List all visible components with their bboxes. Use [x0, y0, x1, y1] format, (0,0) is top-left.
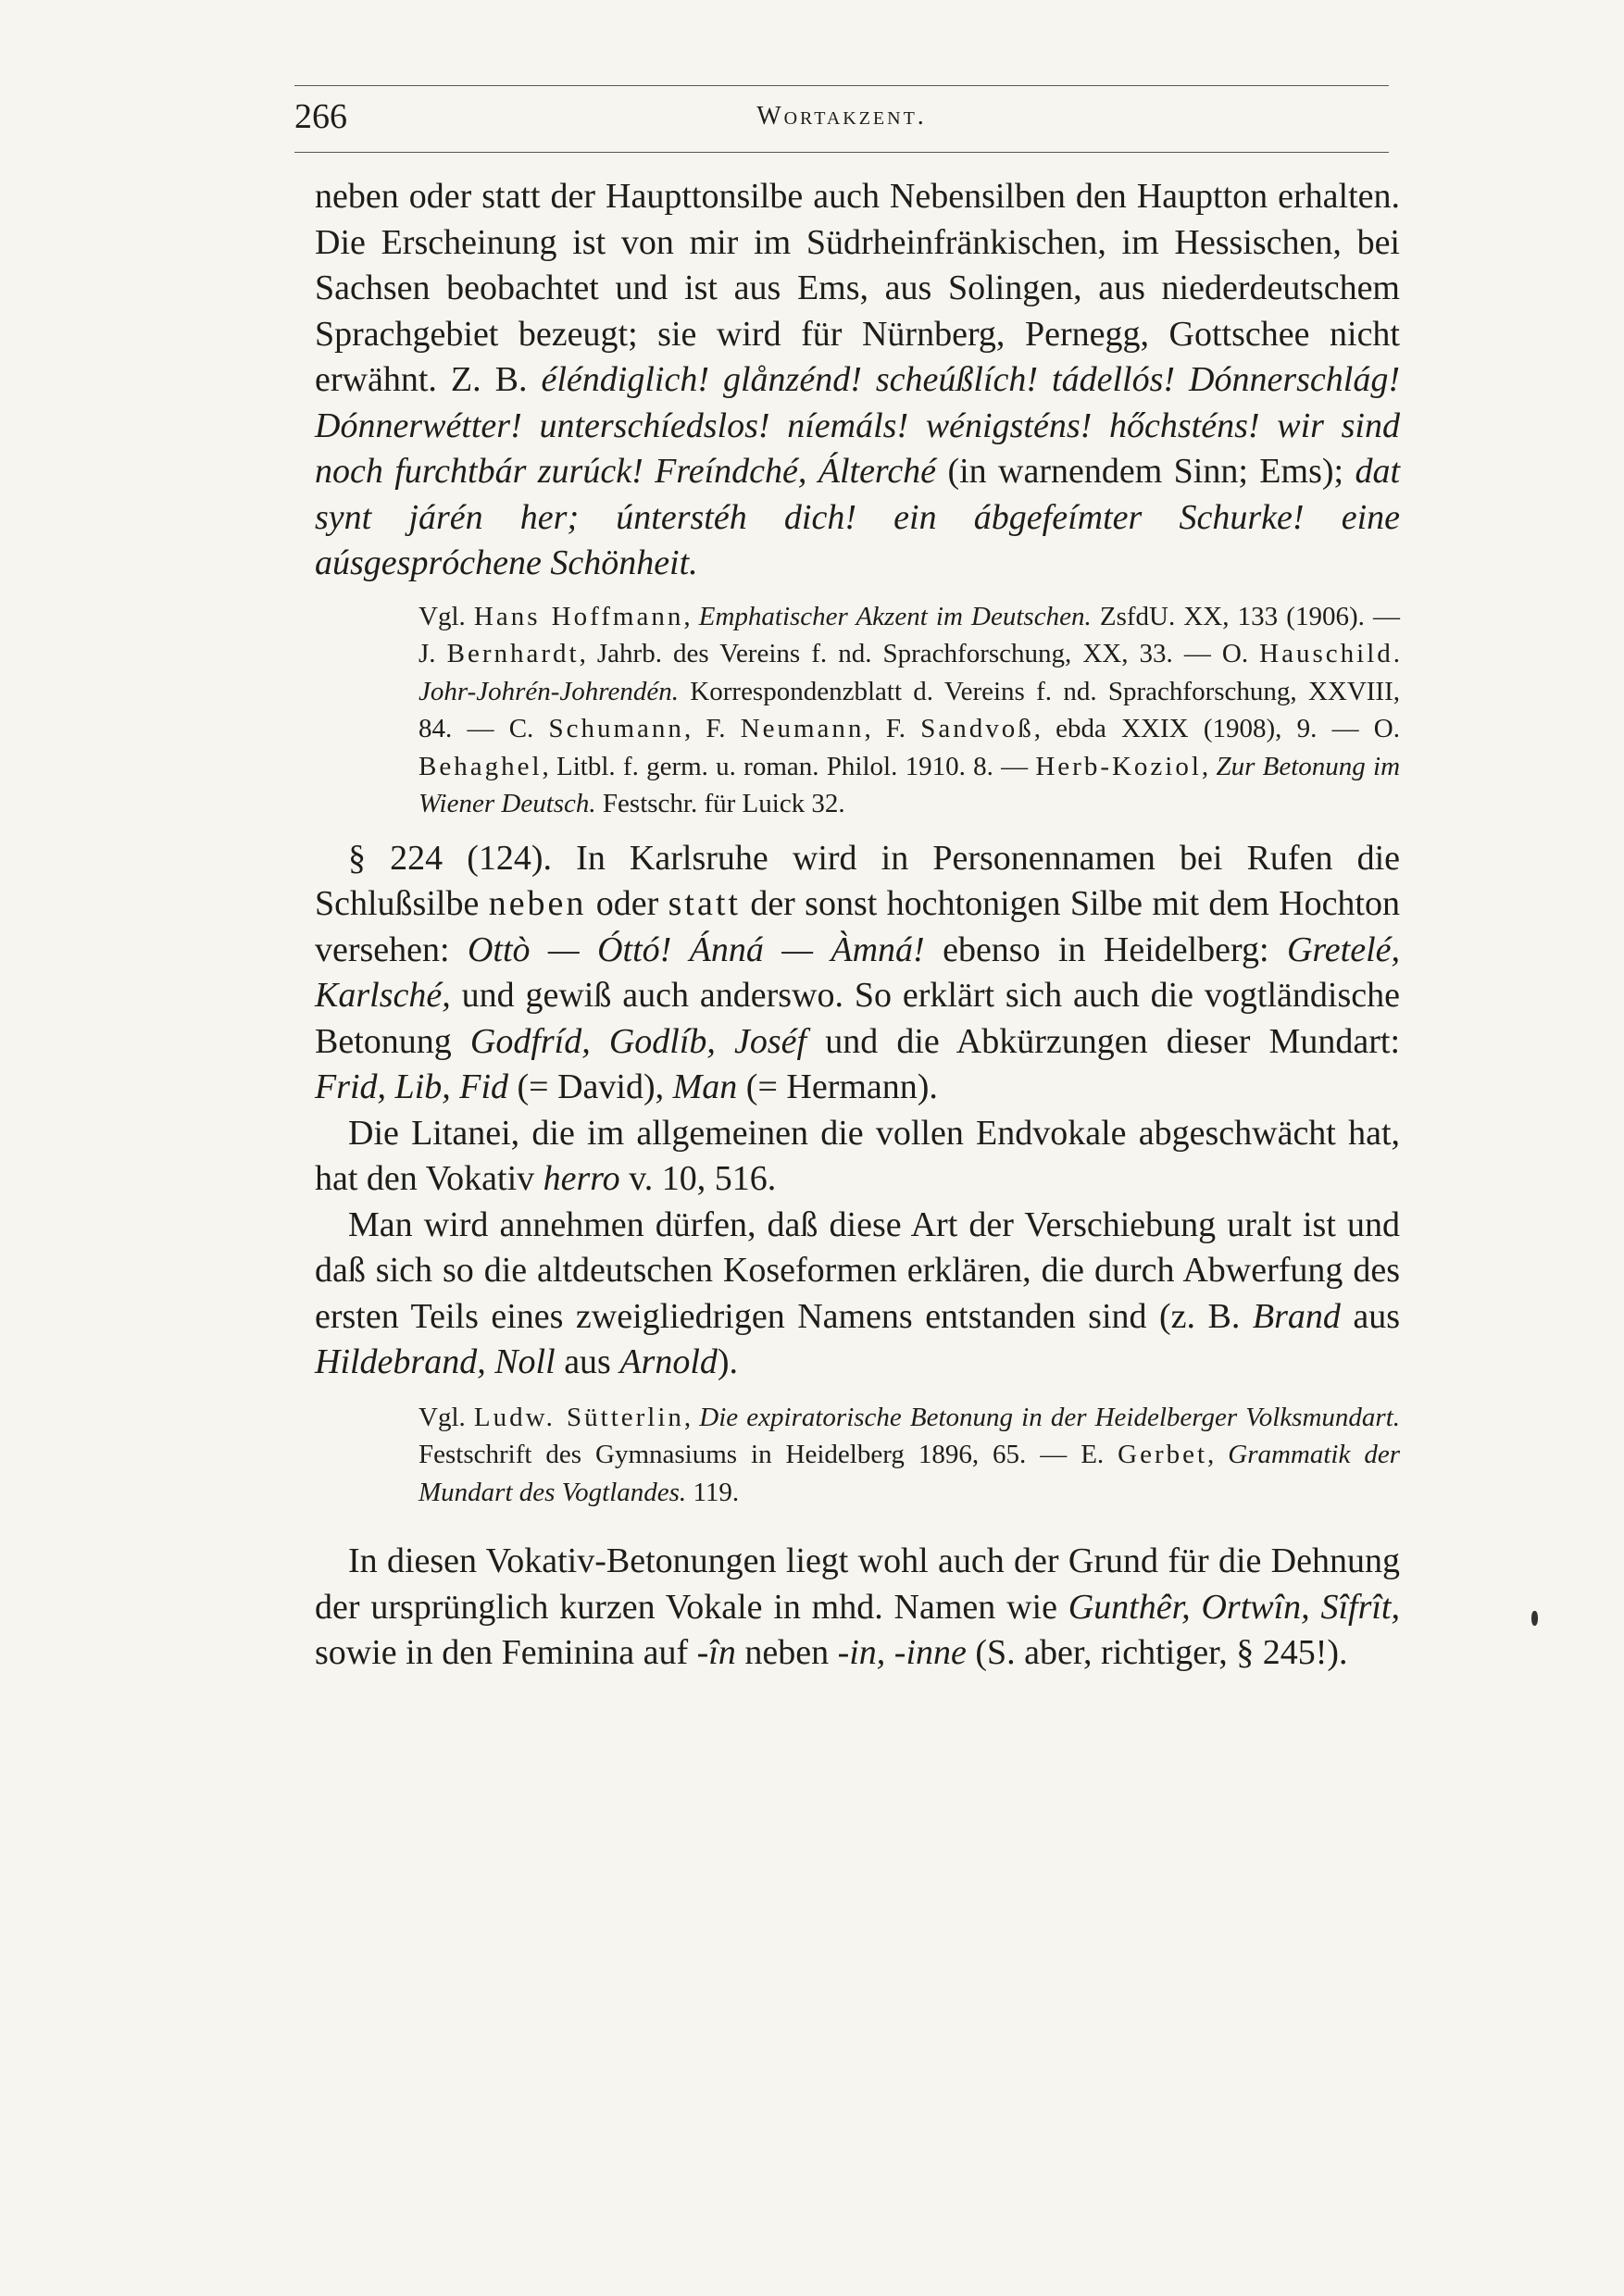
- running-head: Wortakzent.: [756, 102, 927, 131]
- ink-blot-mark: [1531, 1611, 1538, 1626]
- emphasis-examples: Ottò — Óttó! Ánná — Àmná!: [467, 930, 925, 969]
- author-name: Hauschild: [1259, 639, 1393, 668]
- paragraph-litanei: Die Litanei, die im allgemeinen die vollen Endvokale abgeschwächt hat, hat den Vokativ herro v. 10, 516.: [315, 1113, 1400, 1198]
- author-name: Gerbet: [1118, 1440, 1208, 1469]
- emphasis-examples: Gunthêr, Ortwîn, Sîfrît,: [1068, 1587, 1400, 1627]
- author-name: Ludw. Sütterlin: [473, 1402, 684, 1432]
- work-title: Johr-Johrén-Johrendén.: [418, 676, 679, 706]
- author-name: Neumann: [740, 714, 865, 743]
- work-title: Die expiratorische Betonung in der Heidelberger Volksmundart.: [699, 1402, 1401, 1432]
- author-name: Schumann: [548, 714, 684, 743]
- emphasis-examples: herro: [543, 1159, 620, 1198]
- page-header: [294, 96, 1389, 143]
- work-title: Emphatischer Akzent im Deutschen.: [698, 601, 1092, 631]
- header-rule-bottom: [294, 152, 1389, 153]
- author-name: Hans Hoffmann: [473, 601, 684, 631]
- emphasis-examples: dat synt járén her; únterstéh dich! ein ábgefeímter Schurke! eine aúsgespróchene Schönheit.: [315, 452, 1401, 582]
- emphasis-examples: Godfríd, Godlíb, Joséf: [469, 1021, 807, 1061]
- work-title: Zur Betonung im Wiener Deutsch.: [418, 751, 1401, 818]
- author-name: Herb-Koziol: [1035, 751, 1202, 781]
- emphasis-examples: éléndiglich! glånzénd! scheúßlích! tádellós! Dónnerschlág! Dónnerwétter! unterschíedslos! níemáls! wénigsténs! hőchsténs! wir sind noch furchtbár zurúck! Freíndché, Álterché: [315, 360, 1401, 491]
- footnote-references: Vgl. Hans Hoffmann, Emphatischer Akzent im Deutschen. ZsfdU. XX, 133 (1906). — J. Bernhardt, Jahrb. des Vereins f. nd. Sprachforschung, XX, 33. — O. Hauschild. Johr-Johrén-Johrendén. Korrespondenzblatt d. Vereins f. nd. Sprachforschung, XXVIII, 84. — C. Schumann, F. Neumann, F. Sandvoß, ebda XXIX (1908), 9. — O. Behaghel, Litbl. f. germ. u. roman. Philol. 1910. 8. — Herb-Koziol, Zur Betonung im Wiener Deutsch. Festschr. für Luick 32.: [418, 601, 1401, 818]
- work-title: Grammatik der Mundart des Vogtlandes.: [418, 1440, 1400, 1507]
- paragraph-1: neben oder statt der Haupttonsilbe auch Nebensilben den Hauptton erhalten. Die Erscheinung ist von mir im Südrheinfränkischen, im Hessischen, bei Sachsen beobachtet und ist aus Ems, aus Solingen, aus niederdeutschem Sprachgebiet bezeugt; sie wird für Nürnberg, Pernegg, Gottschee nicht erwähnt. Z. B. éléndiglich! glånzénd! scheúßlích! tádellós! Dónnerschlág! Dónnerwétter! unterschíedslos! níemáls! wénigsténs! hőchsténs! wir sind noch furchtbár zurúck! Freíndché, Álterché (in warnendem Sinn; Ems); dat synt járén her; únterstéh dich! ein ábgefeímter Schurke! eine aúsgespróchene Schönheit.: [315, 177, 1401, 582]
- footnote-references: Vgl. Ludw. Sütterlin, Die expiratorische Betonung in der Heidelberger Volksmundart. Festschrift des Gymnasiums in Heidelberg 1896, 65. — E. Gerbet, Grammatik der Mundart des Vogtlandes. 119.: [418, 1402, 1401, 1507]
- emphasis-examples: -in, -inne: [837, 1633, 967, 1672]
- paragraph-vokativ-betonungen: In diesen Vokativ-Betonungen liegt wohl auch der Grund für die Dehnung der ursprünglich kurzen Vokale in mhd. Namen wie Gunthêr, Ortwîn, Sîfrît, sowie in den Feminina auf -în neben -in, -inne (S. aber, richtiger, § 245!).: [315, 1541, 1400, 1672]
- page-number: 266: [294, 97, 347, 136]
- paragraph-koseformen: Man wird annehmen dürfen, daß diese Art der Verschiebung uralt ist und daß sich so die altdeutschen Koseformen erklären, die durch Abwerfung des ersten Teils eines zweigliedrigen Namens entstanden sind (z. B. Brand aus Hildebrand, Noll aus Arnold).: [315, 1204, 1400, 1381]
- emphasis-examples: Arnold: [619, 1342, 718, 1381]
- header-rule-top: [294, 85, 1389, 86]
- emphasis-examples: Hildebrand, Noll: [315, 1342, 556, 1381]
- emphasis-examples: Man: [672, 1067, 738, 1106]
- emphasis-examples: -în: [696, 1633, 736, 1672]
- author-name: Bernhardt: [446, 639, 580, 668]
- emphasis-examples: Frid, Lib, Fid: [315, 1067, 509, 1106]
- author-name: Sandvoß: [920, 714, 1034, 743]
- author-name: Behaghel: [418, 751, 543, 781]
- emphasis-examples: Gretelé, Karlsché,: [315, 930, 1400, 1015]
- paragraph-section-224: § 224 (124). In Karlsruhe wird in Personennamen bei Rufen die Schlußsilbe neben oder statt der sonst hochtonigen Silbe mit dem Hochton versehen: Ottò — Óttó! Ánná — Àmná! ebenso in Heidelberg: Gretelé, Karlsché, und gewiß auch anderswo. So erklärt sich auch die vogtländische Betonung Godfríd, Godlíb, Joséf und die Abkürzungen dieser Mundart: Frid, Lib, Fid (= David), Man (= Hermann).: [315, 838, 1400, 1106]
- body-text: [315, 174, 1400, 1677]
- emphasis-examples: Brand: [1252, 1296, 1341, 1336]
